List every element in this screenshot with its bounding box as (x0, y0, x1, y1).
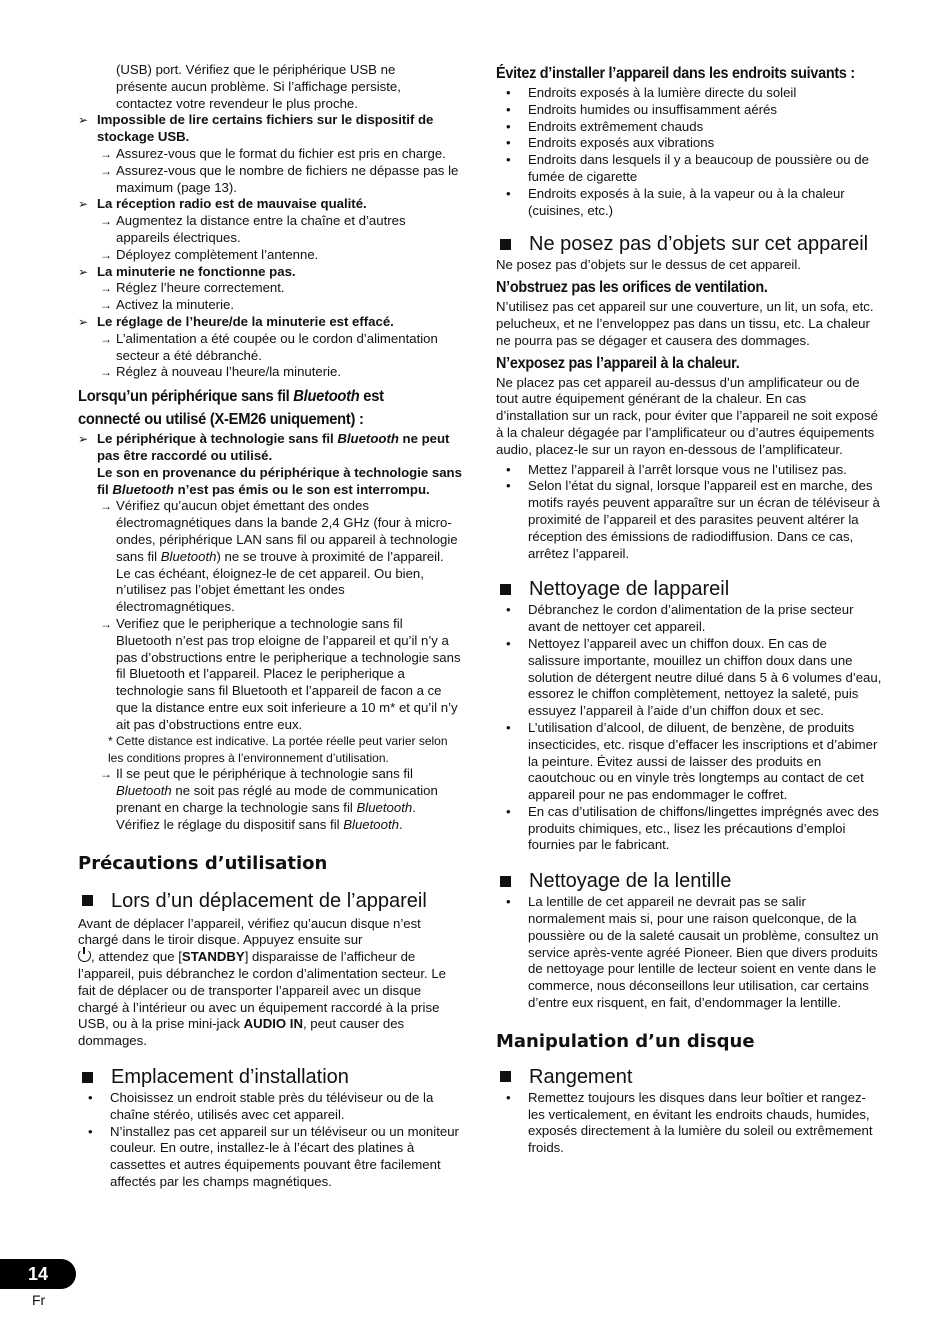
arrow-icon: → (100, 331, 112, 346)
bullet-icon: • (506, 461, 511, 477)
list-item: • Endroits exposés à la lumière directe du soleil (506, 85, 797, 100)
arrow-icon: → (100, 767, 112, 782)
distance-note: * Cette distance est indicative. La portée réelle peut varier selon les conditions propres à l’environnement d’utilisation. (108, 734, 448, 765)
no-objects-paragraph: Ne posez pas d’objets sur le dessus de cet appareil. (496, 257, 801, 273)
bluetooth-heading: Lorsqu’un périphérique sans fil Bluetooth est connecté ou utilisé (X-EM26 uniquement) : (78, 388, 384, 429)
section-cleaning: Nettoyage de lappareil (496, 576, 882, 602)
remedy: → Vérifiez qu’aucun objet émettant des ondes électromagnétiques dans la bande 2,4 GHz (four à micro-ondes, périphérique LAN sans fil ou appareil à technologie sans fil Bluetooth) ne se trouve à proximité de l’appareil. Le cas échéant, éloignez-le de cet appareil. Ou bien, n’utilisez pas l’objet émettant les ondes électromagnétiques. (78, 498, 462, 616)
square-bullet-icon (500, 876, 511, 887)
remedy: → Assurez-vous que le format du fichier est pris en charge. (78, 146, 462, 163)
disc-handling-title: Manipulation d’un disque (496, 1030, 755, 1052)
remedy: → Verifiez que le peripherique a technologie sans fil Bluetooth n’est pas trop eloigne de l’appareil et qu’il n’y a pas d’obstructions entre le peripherique a technologie sans fil Bluetooth et l’appareil. Placez le peripherique a technologie sans fil Bluetooth et l’appareil de facon a ce que la distance entre eux soit inferieure a 10 m* et qu’il n’y ait pas d’obstructions entre eux. (78, 616, 462, 734)
precautions-title: Précautions d’utilisation (78, 852, 328, 874)
list-item: • Débranchez le cordon d’alimentation de la prise secteur avant de nettoyer cet appareil. (506, 602, 854, 635)
bullet-icon: • (506, 185, 511, 201)
list-item: • Endroits exposés à la suie, à la vapeur ou à la chaleur (cuisines, etc.) (506, 185, 845, 218)
list-item: • Choisissez un endroit stable près du téléviseur ou de la chaîne stéréo, utilisés avec cet appareil. (88, 1090, 434, 1122)
list-item: • Selon l’état du signal, lorsque l’appareil est en marche, des motifs rayés peuvent apparaître sur un écran de téléviseur à proximité de l’appareil et des parasites peuvent altérer la réception des émissions de radiodiffusion. Dans ce cas, arrêtez l’appareil. (506, 478, 880, 561)
list-item: • Endroits dans lesquels il y a beaucoup de poussière ou de fumée de cigarette (506, 152, 869, 184)
arrow-icon: → (100, 163, 112, 178)
remedy: → L’alimentation a été coupée ou le cordon d’alimentation secteur a été débranché. (78, 331, 462, 365)
moving-paragraph: Avant de déplacer l’appareil, vérifiez qu’aucun disque n’est chargé dans le tiroir disque. Appuyez ensuite sur , attendez que [STANDBY] disparaisse de l’afficheur de l’appareil, puis débranchez le cordon d’alimentation secteur. Le fait de déplacer ou de transporter l’appareil avec un disque chargé à l’intérieur ou avec un équipement raccordé à la prise USB, ou à la prise mini-jack AUDIO IN, peut causer des dommages. (78, 915, 447, 1049)
square-bullet-icon (500, 239, 511, 250)
usb-continuation: (USB) port. Vérifiez que le périphérique USB ne présente aucun problème. Si l’affichage persiste, contactez votre revendeur le plus proche. (116, 62, 401, 111)
ventilation-title: N’obstruez pas les orifices de ventilation. (496, 279, 768, 297)
arrow-icon: → (100, 616, 112, 631)
section-installation: Emplacement d’installation (78, 1064, 462, 1090)
bullet-icon: • (506, 803, 511, 819)
bullet-icon: • (506, 101, 511, 117)
language-code: Fr (32, 1292, 46, 1308)
bullet-icon: • (506, 152, 511, 168)
arrow-icon: → (100, 365, 112, 380)
arrow-icon: → (100, 214, 112, 229)
remedy: → Il se peut que le périphérique à technologie sans fil Bluetooth ne soit pas réglé au mode de communication prenant en charge la technologie sans fil Bluetooth. Vérifiez le réglage du dispositif sans fil Bluetooth. (78, 766, 462, 833)
square-bullet-icon (82, 895, 93, 906)
bullet-icon: • (506, 719, 511, 735)
list-item: • Remettez toujours les disques dans leur boîtier et rangez-les verticalement, en évitant les endroits chauds, humides, exposés directement à la lumière du soleil ou extrêmement froids. (506, 1089, 873, 1156)
right-column (496, 62, 882, 1157)
bullet-icon: • (506, 602, 511, 618)
arrow-icon: → (100, 281, 112, 296)
remedy: → Assurez-vous que le nombre de fichiers ne dépasse pas le maximum (page 13). (78, 163, 462, 197)
list-item: • L’utilisation d’alcool, de diluent, de benzène, de produits insecticides, etc. risque d’effacer les inscriptions et d’abimer la peinture. Évitez aussi de laisser des produits en caoutchouc ou en vinyle très longtemps au contact de cet appareil pour ne pas endommager le coffret. (506, 719, 878, 803)
list-item: • Mettez l’appareil à l’arrêt lorsque vous ne l’utilisez pas. (506, 461, 847, 477)
list-item: • Endroits humides ou insuffisamment aérés (506, 101, 777, 117)
trouble-usb-files: ➢ Impossible de lire certains fichiers sur le dispositif de stockage USB. (78, 112, 434, 145)
triangle-icon: ➢ (78, 197, 89, 212)
section-lens: Nettoyage de la lentille (496, 868, 882, 894)
avoid-title: Évitez d’installer l’appareil dans les endroits suivants : (496, 65, 855, 82)
triangle-icon: ➢ (78, 113, 89, 128)
remedy: → Déployez complètement l’antenne. (78, 247, 462, 264)
heat-paragraph: Ne placez pas cet appareil au-dessus d’un amplificateur ou de tout autre équipement générant de la chaleur. En cas d’installation sur un rack, pour éviter que l’appareil ne soit exposé à la chaleur dégagée par l’amplificateur ou d’autres équipements audio, placez-le sur un rayon en-dessous de l’amplificateur. (496, 374, 878, 457)
list-item: • En cas d’utilisation de chiffons/lingettes imprégnés avec des produits chimiques, etc., lisez les précautions d’emploi fournies par le fabricant. (506, 803, 879, 853)
square-bullet-icon (82, 1072, 93, 1083)
bullet-icon: • (506, 635, 511, 651)
left-column (78, 62, 462, 1191)
remedy: → Réglez à nouveau l’heure/la minuterie. (78, 364, 462, 381)
power-icon (78, 949, 91, 962)
trouble-radio: ➢ La réception radio est de mauvaise qualité. (78, 196, 367, 212)
section-storage: Rangement (496, 1064, 882, 1090)
ventilation-paragraph: N’utilisez pas cet appareil sur une couverture, un lit, un sofa, etc. pelucheux, et ne l’enveloppez pas dans un tissu, etc. La chaleur ne pourra pas se dégager et causera des dommages. (496, 299, 874, 348)
trouble-timer: ➢ La minuterie ne fonctionne pas. (78, 263, 296, 279)
trouble-clock-reset: ➢ Le réglage de l’heure/de la minuterie est effacé. (78, 313, 394, 329)
bullet-icon: • (88, 1090, 93, 1106)
bullet-icon: • (506, 894, 511, 910)
triangle-icon: ➢ (78, 432, 89, 447)
list-item: • Nettoyez l’appareil avec un chiffon doux. En cas de salissure importante, mouillez un chiffon doux dans une solution de détergent neutre dilué dans 5 à 6 volumes d’eau, essorez le chiffon complètement, nettoyez la saleté, puis essuyez l’appareil à l’aide d’un chiffon doux et sec. (506, 635, 882, 719)
trouble-bluetooth: ➢ Le périphérique à technologie sans fil Bluetooth ne peut pas être raccordé ou utilisé. Le son en provenance du périphérique à technologie sans fil Bluetooth n’est pas émis ou le son est interrompu. (78, 431, 462, 497)
square-bullet-icon (500, 1071, 511, 1082)
arrow-icon: → (100, 146, 112, 161)
list-item: • La lentille de cet appareil ne devrait pas se salir normalement mais si, pour une raison quelconque, de la poussière ou de la saleté causait un problème, consultez un service après-vente agréé Pioneer. Bien que divers produits de nettoyage pour lentille de lecteur soient en vente dans le commerce, nous déconseillons leur utilisation, car certains d’entre eux risquent, en fait, d’endommager la lentille. (506, 894, 879, 1011)
remedy: → Augmentez la distance entre la chaîne et d’autres appareils électriques. (78, 213, 462, 247)
list-item: • N’installez pas cet appareil sur un téléviseur ou un moniteur couleur. En outre, installez-le à l’écart des platines à cassettes et autres équipements pouvant être facilement affectés par les champs magnétiques. (88, 1123, 459, 1190)
bullet-icon: • (506, 478, 511, 494)
list-item: • Endroits exposés aux vibrations (506, 135, 715, 151)
remedy: → Réglez l’heure correctement. (78, 280, 462, 297)
list-item: • Endroits extrêmement chauds (506, 118, 704, 134)
bullet-icon: • (506, 1089, 511, 1105)
page-number: 14 (0, 1259, 76, 1289)
arrow-icon: → (100, 499, 112, 514)
bullet-icon: • (506, 118, 511, 134)
triangle-icon: ➢ (78, 264, 89, 279)
section-no-objects: Ne posez pas d’objets sur cet appareil (496, 231, 882, 257)
square-bullet-icon (500, 584, 511, 595)
bullet-icon: • (506, 85, 511, 100)
avoid-list (496, 85, 882, 219)
heat-title: N’exposez pas l’appareil à la chaleur. (496, 354, 740, 372)
arrow-icon: → (100, 298, 112, 313)
section-moving: Lors d’un déplacement de l’appareil (78, 888, 462, 914)
arrow-icon: → (100, 247, 112, 262)
remedy: → Activez la minuterie. (78, 297, 462, 314)
bullet-icon: • (88, 1123, 93, 1139)
triangle-icon: ➢ (78, 314, 89, 329)
bullet-icon: • (506, 135, 511, 151)
